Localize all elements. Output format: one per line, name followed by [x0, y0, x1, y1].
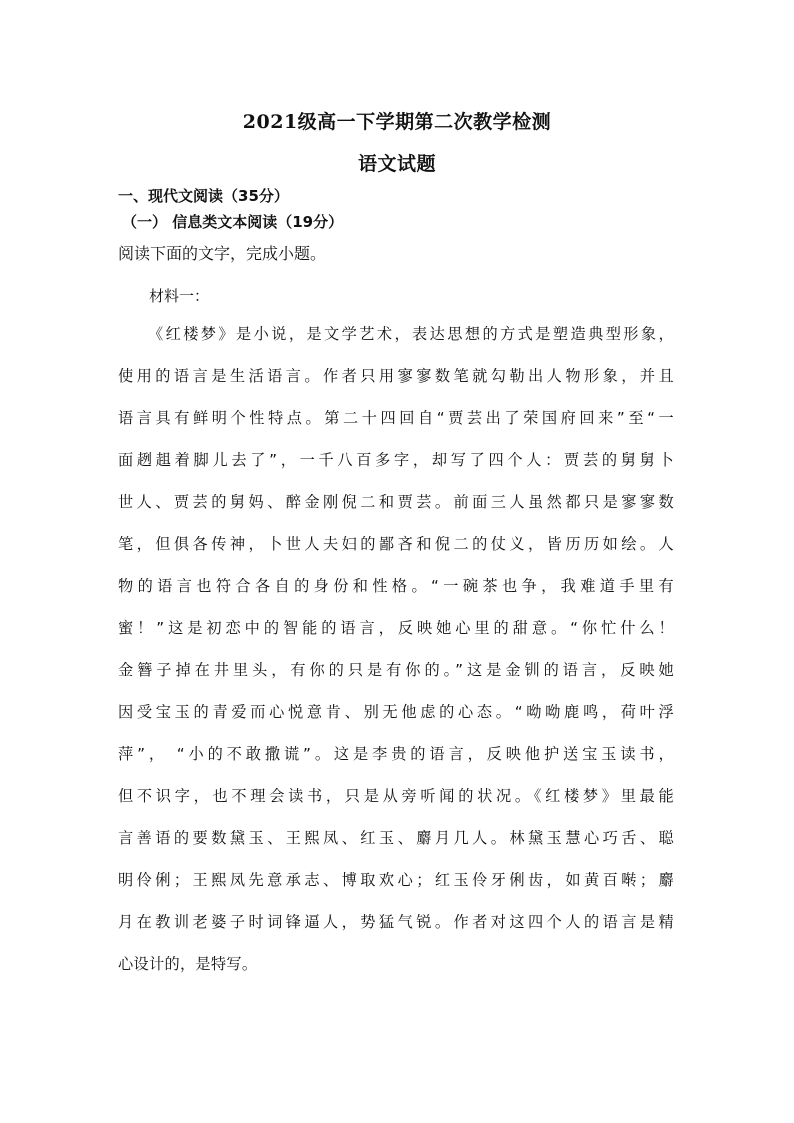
paragraph-line: 笔，但俱各传神，卜世人夫妇的鄙吝和倪二的仗义，皆历历如绘。人	[118, 535, 674, 553]
paragraph-line: 语言具有鲜明个性特点。第二十四回自“贾芸出了荣国府回来”至“一	[118, 409, 674, 427]
reading-instruction: 阅读下面的文字，完成小题。	[118, 244, 327, 263]
paragraph-line: 月在教训老婆子时词锋逼人，势猛气锐。作者对这四个人的语言是精	[118, 913, 674, 931]
paragraph-line: 因受宝玉的青爱而心悦意肯、别无他虑的心态。“呦呦鹿鸣，荷叶浮	[118, 703, 674, 721]
paragraph-line: 明伶俐；王熙凤先意承志、博取欢心；红玉伶牙俐齿，如黄百啭；麝	[118, 871, 674, 889]
exam-subtitle: 语文试题	[357, 153, 436, 175]
paragraph-line: 世人、贾芸的舅妈、醉金刚倪二和贾芸。前面三人虽然都只是寥寥数	[118, 493, 674, 511]
section-heading: 一、现代文阅读（35分）	[118, 187, 289, 205]
paragraph-line: 萍”， “小的不敢撒谎”。这是李贵的语言，反映他护送宝玉读书，	[118, 745, 674, 763]
paragraph-line: 金簪子掉在井里头，有你的只是有你的。”这是金钏的语言，反映她	[118, 661, 674, 679]
material-label: 材料一：	[149, 287, 210, 305]
material-paragraph	[118, 322, 674, 994]
paragraph-line: 蜜！”这是初恋中的智能的语言，反映她心里的甜意。“你忙什么！	[118, 619, 674, 637]
paragraph-line: 面趔趄着脚儿去了”，一千八百多字，却写了四个人：贾芸的舅舅卜	[118, 451, 674, 469]
paragraph-line: 心设计的，是特写。	[118, 955, 258, 973]
paragraph-line: 《红楼梦》是小说，是文学艺术，表达思想的方式是塑造典型形象，	[148, 325, 674, 343]
subsection-heading: （一） 信息类文本阅读（19分）	[122, 213, 344, 231]
paragraph-line: 言善语的要数黛玉、王熙凤、红玉、麝月几人。林黛玉慧心巧舌、聪	[118, 829, 674, 847]
paragraph-line: 物的语言也符合各自的身份和性格。“一碗茶也争，我难道手里有	[118, 577, 674, 595]
exam-title: 2021级高一下学期第二次教学检测	[242, 111, 552, 133]
paragraph-line: 但不识字，也不理会读书，只是从旁听闻的状况。《红楼梦》里最能	[118, 787, 674, 805]
paragraph-line: 使用的语言是生活语言。作者只用寥寥数笔就勾勒出人物形象，并且	[118, 367, 674, 385]
